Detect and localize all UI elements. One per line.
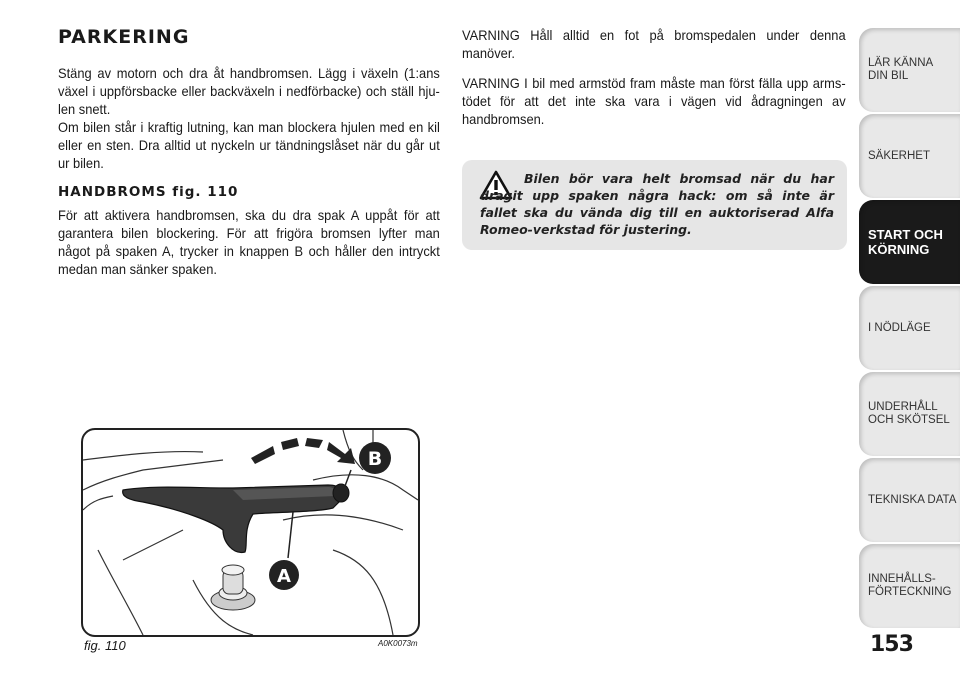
parking-paragraph-2: Om bilen står i kraftig lutning, kan man blockera hjulen med en kil eller en sten. Dra alltid ut nyckeln ur tändningslåset när du går ut ur bilen.: [58, 119, 440, 171]
tab-innehallsforteckning[interactable]: INNEHÅLLS- FÖRTECKNING: [859, 544, 960, 628]
tab-sakerhet[interactable]: SÄKERHET: [859, 114, 960, 198]
handbrake-drawing: [83, 430, 418, 635]
callout-text: Bilen bör vara helt bromsad när du har dragit upp spaken några hack: om så inte är fallet ska du vända dig till en auktoriserad Alfa Romeo-verkstad för justering.: [480, 171, 834, 237]
page-number: 153: [870, 632, 913, 657]
warning-paragraph-1: VARNING Håll alltid en fot på bromspedalen under denna manöver.: [462, 27, 846, 61]
gear-knob: [211, 565, 255, 610]
handbrake-lever: [123, 484, 349, 552]
label-b: B: [367, 448, 383, 470]
subsection-title: HANDBROMS fig. 110: [58, 184, 239, 200]
figure-code: A0K0073m: [378, 639, 418, 648]
warning-paragraph-2: VARNING I bil med armstöd fram måste man först fälla upp arms-tödet för att det inte ska vara i vägen vid ådragningen av handbromsen.: [462, 75, 846, 127]
right-column: [462, 26, 846, 128]
section-title: PARKERING: [58, 26, 190, 48]
left-column: [58, 26, 440, 278]
tab-tekniska-data[interactable]: TEKNISKA DATA: [859, 458, 960, 542]
parking-paragraph-1: Stäng av motorn och dra åt handbromsen. Lägg i växeln (1:ans växel i uppförsbacke eller backväxeln i nedförbacke) och ställ hju-len snett.: [58, 65, 440, 117]
tab-lar-kanna-din-bil[interactable]: LÄR KÄNNA DIN BIL: [859, 28, 960, 112]
label-a: A: [277, 566, 291, 587]
motion-arrows-icon: [251, 438, 355, 464]
chapter-sidebar: [859, 0, 960, 677]
callout-a: [269, 512, 299, 590]
tab-i-nodlage[interactable]: I NÖDLÄGE: [859, 286, 960, 370]
handbrake-illustration: [81, 428, 420, 637]
figure-caption: fig. 110: [84, 638, 126, 653]
handbrake-paragraph: För att aktivera handbromsen, ska du dra spak A uppåt för att garantera bilen blockering. För att frigöra bromsen lyfter man något på spaken A, trycker in knappen B och håller den intryckt medan man sänker spaken.: [58, 207, 440, 277]
caution-callout: [462, 160, 847, 250]
tab-start-och-korning[interactable]: START OCH KÖRNING: [859, 200, 960, 284]
tab-underhall-och-skotsel[interactable]: UNDERHÅLL OCH SKÖTSEL: [859, 372, 960, 456]
